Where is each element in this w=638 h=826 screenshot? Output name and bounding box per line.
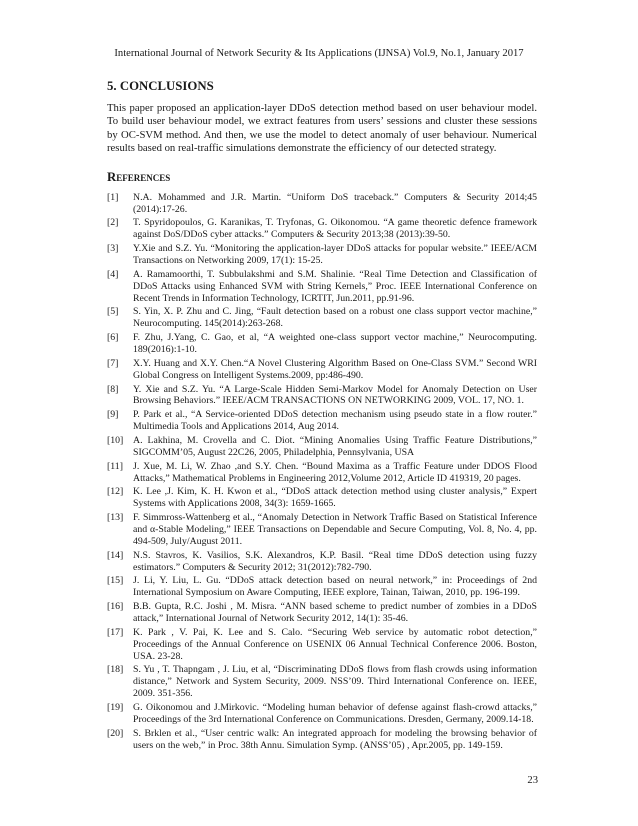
page-number: 23 <box>527 775 538 786</box>
reference-text: Y.Xie and S.Z. Yu. “Monitoring the application-layer DDoS attacks for popular website.” IEEE/ACM Transactions on Networking 2009, 17(1): 15-25. <box>133 243 537 266</box>
reference-number: [7] <box>107 357 119 369</box>
reference-text: T. Spyridopoulos, G. Karanikas, T. Tryfonas, G. Oikonomou. “A game theoretic defence framework against DoS/DDoS cyber attacks.” Computers & Security 2013;38 (2013):39-50. <box>133 217 537 241</box>
reference-number: [3] <box>107 243 119 255</box>
reference-item <box>107 486 537 510</box>
reference-list <box>107 192 537 752</box>
reference-number: [12] <box>107 486 124 498</box>
reference-text: S. Brklen et al., “User centric walk: An integrated approach for modeling the browsing behavior of users on the web,” in Proc. 38th Annu. Simulation Symp. (ANSS’05) , Apr.2005, pp. 149-159. <box>133 727 537 751</box>
conclusions-paragraph: This paper proposed an application-layer DDoS detection method based on user behaviour model. To build user behaviour model, we extract features from users’ sessions and cluster these sessions by OC-SVM method. And then, we use the model to detect anomaly of user behaviour. Numerical results based on real-traffic simulations demonstrate the efficiency of our detected strategy. <box>107 102 537 155</box>
reference-text: J. Li, Y. Liu, L. Gu. “DDoS attack detection based on neural network,” in: Proceedings of 2nd International Symposium on Aware Computing, IEEE explore, Tainan, Taiwan, 2010, pp. 196-199. <box>133 575 537 599</box>
reference-item <box>107 461 537 485</box>
reference-text: N.A. Mohammed and J.R. Martin. “Uniform DoS traceback.” Computers & Security 2014;45 (2014):17-26. <box>133 191 537 215</box>
reference-text: K. Park , V. Pai, K. Lee and S. Calo. “Securing Web service by automatic robot detection,” Proceedings of the Annual Conference on USENIX 06 Annual Technical Conference 2006. Boston, USA. 23-28. <box>133 626 537 662</box>
reference-text: B.B. Gupta, R.C. Joshi , M. Misra. “ANN based scheme to predict number of zombies in a DDoS attack,” International Journal of Network Security 2012, 14(1): 35-46. <box>133 601 537 625</box>
reference-text: K. Lee ,J. Kim, K. H. Kwon et al., “DDoS attack detection method using cluster analysis,” Expert Systems with Applications 2008, 34(3): 1659-1665. <box>133 486 537 510</box>
reference-item <box>107 627 537 663</box>
reference-number: [4] <box>107 268 119 280</box>
reference-item <box>107 512 537 548</box>
reference-number: [1] <box>107 191 119 203</box>
reference-number: [15] <box>107 575 124 587</box>
reference-item <box>107 664 537 700</box>
reference-number: [20] <box>107 727 124 739</box>
reference-text: Y. Xie and S.Z. Yu. “A Large-Scale Hidden Semi-Markov Model for Anomaly Detection on User Browsing Behaviors.” IEEE/ACM TRANSACTIONS ON NETWORKING 2009, VOL. 17, NO. 1. <box>133 383 537 407</box>
section-title-initial: C <box>119 79 130 93</box>
reference-text: A. Lakhina, M. Crovella and C. Diot. “Mining Anomalies Using Traffic Feature Distributions,” SIGCOMM’05, August 22C26, 2005, Philadelphia, Pennsylvania, USA <box>133 434 537 458</box>
reference-number: [14] <box>107 549 124 561</box>
reference-item <box>107 306 537 330</box>
reference-text: X.Y. Huang and X.Y. Chen.“A Novel Clustering Algorithm Based on One-Class SVM.” Second WRI Global Congress on Intelligent Systems.2009, pp:486-490. <box>133 357 537 381</box>
reference-text: F. Simmross-Wattenberg et al., “Anomaly Detection in Network Traffic Based on Statistical Inference and α-Stable Modeling,” IEEE Transactions on Dependable and Secure Computing, Vol. 8, No. 4, pp. 494-509, July/August 2011. <box>133 512 537 547</box>
reference-number: [11] <box>107 460 123 472</box>
reference-number: [2] <box>107 217 119 229</box>
reference-number: [19] <box>107 702 124 714</box>
reference-number: [13] <box>107 512 124 524</box>
section-number: 5. <box>107 79 117 93</box>
reference-item <box>107 192 537 216</box>
running-header: International Journal of Network Security & Its Applications (IJNSA) Vol.9, No.1, January 2017 <box>114 48 524 59</box>
reference-number: [18] <box>107 664 124 676</box>
reference-text: G. Oikonomou and J.Mirkovic. “Modeling human behavior of defense against flash-crowd attacks,” Proceedings of the 3rd International Conference on Communications. Dresden, Germany, 2009.14-18. <box>133 702 537 726</box>
reference-text: N.S. Stavros, K. Vasilios, S.K. Alexandros, K.P. Basil. “Real time DDoS detection using fuzzy estimators.” Computers & Security 2012; 31(2012):782-790. <box>133 549 537 573</box>
section-title-conclusions <box>107 79 537 94</box>
section-title-rest: ONCLUSIONS <box>129 79 214 93</box>
reference-number: [16] <box>107 601 124 613</box>
reference-item <box>107 243 537 267</box>
reference-item <box>107 601 537 625</box>
reference-text: S. Yu , T. Thapngam , J. Liu, et al, “Discriminating DDoS flows from flash crowds using information distance,” Network and System Security, 2009. NSS’09. Third International Conference on. IEEE, 2009. 351-356. <box>133 664 537 700</box>
reference-item <box>107 384 537 408</box>
reference-item <box>107 409 537 433</box>
reference-number: [5] <box>107 306 119 318</box>
reference-text: S. Yin, X. P. Zhu and C. Jing, “Fault detection based on a robust one class support vector machine,” Neurocomputing. 145(2014):263-268. <box>133 306 537 330</box>
section-title-references: References <box>107 169 171 184</box>
reference-number: [10] <box>107 434 124 446</box>
reference-item <box>107 702 537 726</box>
reference-item <box>107 358 537 382</box>
page-content <box>107 79 537 754</box>
reference-item <box>107 575 537 599</box>
reference-number: [8] <box>107 383 119 395</box>
reference-text: A. Ramamoorthi, T. Subbulakshmi and S.M. Shalinie. “Real Time Detection and Classification of DDoS Attacks using Enhanced SVM with String Kernels,” Proc. IEEE International Conference on Recent Trends in Information Technology, ICRTIT, Jun.2011, pp.91-96. <box>133 268 537 304</box>
reference-number: [17] <box>107 626 124 638</box>
reference-item <box>107 550 537 574</box>
reference-number: [9] <box>107 409 119 421</box>
reference-text: P. Park et al., “A Service-oriented DDoS detection mechanism using pseudo state in a flow router.” Multimedia Tools and Applications 2014, Aug 2014. <box>133 409 537 433</box>
reference-item <box>107 217 537 241</box>
reference-item <box>107 332 537 356</box>
reference-text: J. Xue, M. Li, W. Zhao ,and S.Y. Chen. “Bound Maxima as a Traffic Feature under DDOS Flood Attacks,” Mathematical Problems in Engineering 2012,Volume 2012, Article ID 419319, 20 pages. <box>133 460 537 484</box>
reference-item <box>107 728 537 752</box>
reference-item <box>107 435 537 459</box>
reference-number: [6] <box>107 332 119 344</box>
reference-text: F. Zhu, J.Yang, C. Gao, et al, “A weighted one-class support vector machine,” Neurocomputing. 189(2016):1-10. <box>133 332 537 356</box>
reference-item <box>107 269 537 305</box>
